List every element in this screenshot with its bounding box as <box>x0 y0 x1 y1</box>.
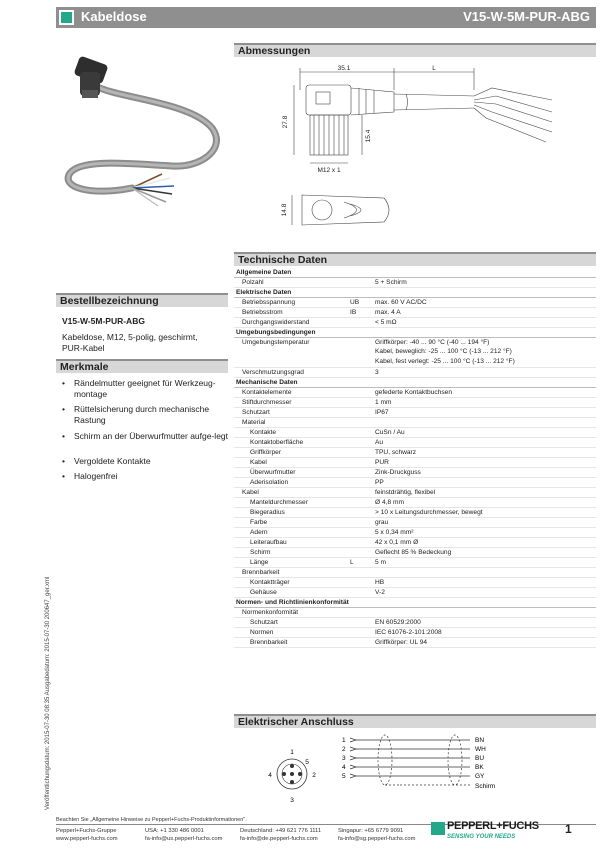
dimension-drawing <box>234 60 596 250</box>
product-photo <box>62 48 222 223</box>
table-row <box>234 498 596 508</box>
footer-de-phone: Deutschland: +49 621 776 1111 <box>240 828 322 834</box>
brand-logo-icon <box>431 822 445 835</box>
table-row <box>234 548 596 558</box>
footer-sg <box>338 827 415 843</box>
pinout-diagram <box>262 744 322 808</box>
table-row <box>234 638 596 648</box>
tech-data-table <box>234 268 596 648</box>
section-order: Bestellbezeichnung <box>56 293 228 307</box>
table-value: Griffkörper: -40 ... 90 °C (-40 ... 194 °F) Kabel, beweglich: -25 ... 100 °C (-13 ... 212 °F) Kabel, fest verlegt: -25 ... 100 °C (-13 ... 212 °F) <box>375 339 515 365</box>
table-value: 5 + Schirm <box>375 279 407 286</box>
order-code: V15-W-5M-PUR-ABG <box>62 316 145 326</box>
table-value: PUR <box>375 459 389 466</box>
footer-de-email[interactable]: fa-info@de.pepperl-fuchs.com <box>240 836 318 842</box>
table-row <box>234 448 596 458</box>
footer-usa-phone: USA: +1 330 486 0001 <box>145 828 204 834</box>
feature-item: • Halogenfrei <box>62 471 118 481</box>
svg-text:3: 3 <box>290 797 294 804</box>
table-label: Elektrische Daten <box>236 289 292 296</box>
table-value: Zink-Druckguss <box>375 469 421 476</box>
table-row <box>234 458 596 468</box>
brand-name: PEPPERL+FUCHS <box>447 820 539 832</box>
pin-3 <box>290 780 294 784</box>
table-row <box>234 578 596 588</box>
svg-text:4: 4 <box>268 772 272 779</box>
table-label: Länge <box>250 559 269 566</box>
dim-thread: M12 x 1 <box>317 167 341 174</box>
table-group-header <box>234 288 596 298</box>
header-logo-square <box>59 10 74 25</box>
table-row <box>234 508 596 518</box>
table-row <box>234 298 596 308</box>
table-label: Kabel <box>242 489 259 496</box>
table-row <box>234 438 596 448</box>
table-row <box>234 518 596 528</box>
wire-pin-1: 1 <box>342 737 346 744</box>
wire-color-2: WH <box>475 746 486 753</box>
dim-height-3: 14.8 <box>281 203 288 217</box>
table-label: Brennbarkeit <box>242 569 280 576</box>
footer-sg-email[interactable]: fa-info@sg.pepperl-fuchs.com <box>338 836 416 842</box>
table-label: Kontaktelemente <box>242 389 292 396</box>
table-label: Normenkonformität <box>242 609 299 616</box>
pin-4 <box>282 772 286 776</box>
table-label: Griffkörper <box>250 449 282 456</box>
footer-usa <box>145 827 222 843</box>
table-symbol: UB <box>350 299 360 306</box>
svg-text:5: 5 <box>305 759 309 766</box>
table-label: Farbe <box>250 519 268 526</box>
pin-2 <box>298 772 302 776</box>
table-value: IEC 61076-2-101:2008 <box>375 629 442 636</box>
pin-1 <box>290 764 294 768</box>
wire-pin-4: 4 <box>342 764 346 771</box>
dim-height-1: 27.8 <box>282 115 289 129</box>
footer-sg-phone: Singapur: +65 6779 9091 <box>338 828 404 834</box>
table-label: Normen- und Richtlinienkonformität <box>236 599 349 606</box>
table-group-header <box>234 328 596 338</box>
section-features: Merkmale <box>56 359 228 373</box>
table-value: TPU, schwarz <box>375 449 417 456</box>
table-row <box>234 488 596 498</box>
table-value: V-2 <box>375 589 385 596</box>
table-label: Manteldurchmesser <box>250 499 308 506</box>
table-value: grau <box>375 519 389 526</box>
wire-color-3: BU <box>475 755 485 762</box>
table-row <box>234 558 596 568</box>
header-bar <box>56 7 596 28</box>
table-label: Polzahl <box>242 279 264 286</box>
table-label: Umgebungstemperatur <box>242 339 310 346</box>
table-row <box>234 338 596 368</box>
table-row <box>234 468 596 478</box>
footer-group-name: Pepperl+Fuchs-Gruppe <box>56 828 117 834</box>
table-value: Au <box>375 439 384 446</box>
table-row <box>234 588 596 598</box>
table-label: Umgebungsbedingungen <box>236 329 316 336</box>
table-row <box>234 428 596 438</box>
table-label: Leiteraufbau <box>250 539 287 546</box>
wire-pin-2: 2 <box>342 746 346 753</box>
svg-text:1: 1 <box>290 749 294 756</box>
svg-text:2: 2 <box>312 772 316 779</box>
section-tech: Technische Daten <box>234 252 596 266</box>
order-desc-line1: Kabeldose, M12, 5-polig, geschirmt, <box>62 332 198 342</box>
wire-color-4: BK <box>475 764 484 771</box>
table-value: Ø 4,8 mm <box>375 499 404 506</box>
page-number: 1 <box>565 822 572 836</box>
table-row <box>234 538 596 548</box>
feature-item: • Vergoldete Kontakte <box>62 456 151 466</box>
table-value: 5 x 0,34 mm² <box>375 529 414 536</box>
table-value: PP <box>375 479 384 486</box>
table-value: 42 x 0,1 mm Ø <box>375 539 419 546</box>
table-symbol: IB <box>350 309 357 316</box>
table-row <box>234 398 596 408</box>
wire-color-5: GY <box>475 773 485 780</box>
table-row <box>234 278 596 288</box>
section-dimensions: Abmessungen <box>234 43 596 57</box>
wiring-diagram <box>330 730 510 795</box>
table-value: < 5 mΩ <box>375 319 397 326</box>
feature-item: • Rüttelsicherung durch mechanische Rastung <box>62 404 210 425</box>
table-value: IP67 <box>375 409 389 416</box>
section-connection: Elektrischer Anschluss <box>234 714 596 728</box>
table-value: 1 mm <box>375 399 392 406</box>
table-row <box>234 418 596 428</box>
publication-side-text: Veröffentlichungsdatum: 2015-07-30 08:35 Ausgabedatum: 2015-07-30 200647_ger.xml <box>45 576 51 810</box>
header-product: V15-W-5M-PUR-ABG <box>463 9 590 24</box>
table-label: Mechanische Daten <box>236 379 298 386</box>
dim-length-2: L <box>432 65 436 72</box>
table-row <box>234 568 596 578</box>
table-label: Kabel <box>250 459 267 466</box>
table-group-header <box>234 268 596 278</box>
table-label: Betriebsstrom <box>242 309 283 316</box>
pin-5 <box>290 772 294 776</box>
table-label: Aderisolation <box>250 479 289 486</box>
table-label: Kontaktoberfläche <box>250 439 304 446</box>
table-label: Kontakte <box>250 429 277 436</box>
table-value: CuSn / Au <box>375 429 405 436</box>
table-row <box>234 308 596 318</box>
table-group-header <box>234 378 596 388</box>
wire-pin-3: 3 <box>342 755 346 762</box>
table-label: Adern <box>250 529 268 536</box>
table-value: 5 m <box>375 559 386 566</box>
table-value: HB <box>375 579 385 586</box>
table-row <box>234 408 596 418</box>
table-value: Geflecht 85 % Bedeckung <box>375 549 452 556</box>
table-label: Betriebsspannung <box>242 299 296 306</box>
table-label: Durchgangswiderstand <box>242 319 310 326</box>
table-value: max. 60 V AC/DC <box>375 299 427 306</box>
table-label: Brennbarkeit <box>250 639 288 646</box>
header-title: Kabeldose <box>81 9 147 24</box>
wire-color-1: BN <box>475 737 485 744</box>
table-label: Überwurfmutter <box>250 469 296 476</box>
table-row <box>234 618 596 628</box>
table-label: Stiftdurchmesser <box>242 399 292 406</box>
table-value: feinstdrähtig, flexibel <box>375 489 436 496</box>
footer-note: Beachten Sie „Allgemeine Hinweise zu Pepperl+Fuchs-Produktinformationen". <box>56 817 247 823</box>
table-label: Schutzart <box>242 409 270 416</box>
table-row <box>234 478 596 488</box>
table-label: Normen <box>250 629 274 636</box>
wire-pin-5: 5 <box>342 773 346 780</box>
table-value: gefederte Kontaktbuchsen <box>375 389 452 396</box>
table-value: > 10 x Leitungsdurchmesser, bewegt <box>375 509 483 516</box>
table-value: Griffkörper: UL 94 <box>375 639 428 646</box>
table-label: Material <box>242 419 266 426</box>
brand-slogan: SENSING YOUR NEEDS <box>447 834 516 840</box>
table-value: max. 4 A <box>375 309 401 316</box>
table-row <box>234 608 596 618</box>
table-label: Schutzart <box>250 619 278 626</box>
footer-group <box>56 827 118 843</box>
table-row <box>234 318 596 328</box>
dim-height-2: 15.4 <box>365 129 372 143</box>
table-value: EN 60529:2000 <box>375 619 421 626</box>
dim-length-1: 35.1 <box>337 65 351 72</box>
footer-website-link[interactable]: www.pepperl-fuchs.com <box>56 836 118 842</box>
table-row <box>234 368 596 378</box>
feature-item: • Schirm an der Überwurfmutter aufge-legt <box>62 431 229 441</box>
table-row <box>234 528 596 538</box>
table-row <box>234 628 596 638</box>
wire-shield: Schirm <box>475 783 496 790</box>
table-label: Kontaktträger <box>250 579 290 586</box>
table-symbol: L <box>350 559 354 566</box>
table-label: Biegeradius <box>250 509 285 516</box>
table-row <box>234 388 596 398</box>
footer-de <box>240 827 321 843</box>
footer-usa-email[interactable]: fa-info@us.pepperl-fuchs.com <box>145 836 223 842</box>
table-label: Gehäuse <box>250 589 277 596</box>
table-label: Verschmutzungsgrad <box>242 369 304 376</box>
table-label: Schirm <box>250 549 271 556</box>
order-desc-line2: PUR-Kabel <box>62 343 105 353</box>
table-value: 3 <box>375 369 379 376</box>
table-label: Allgemeine Daten <box>236 269 292 276</box>
table-group-header <box>234 598 596 608</box>
feature-item: • Rändelmutter geeignet für Werkzeug-montage <box>62 378 216 399</box>
